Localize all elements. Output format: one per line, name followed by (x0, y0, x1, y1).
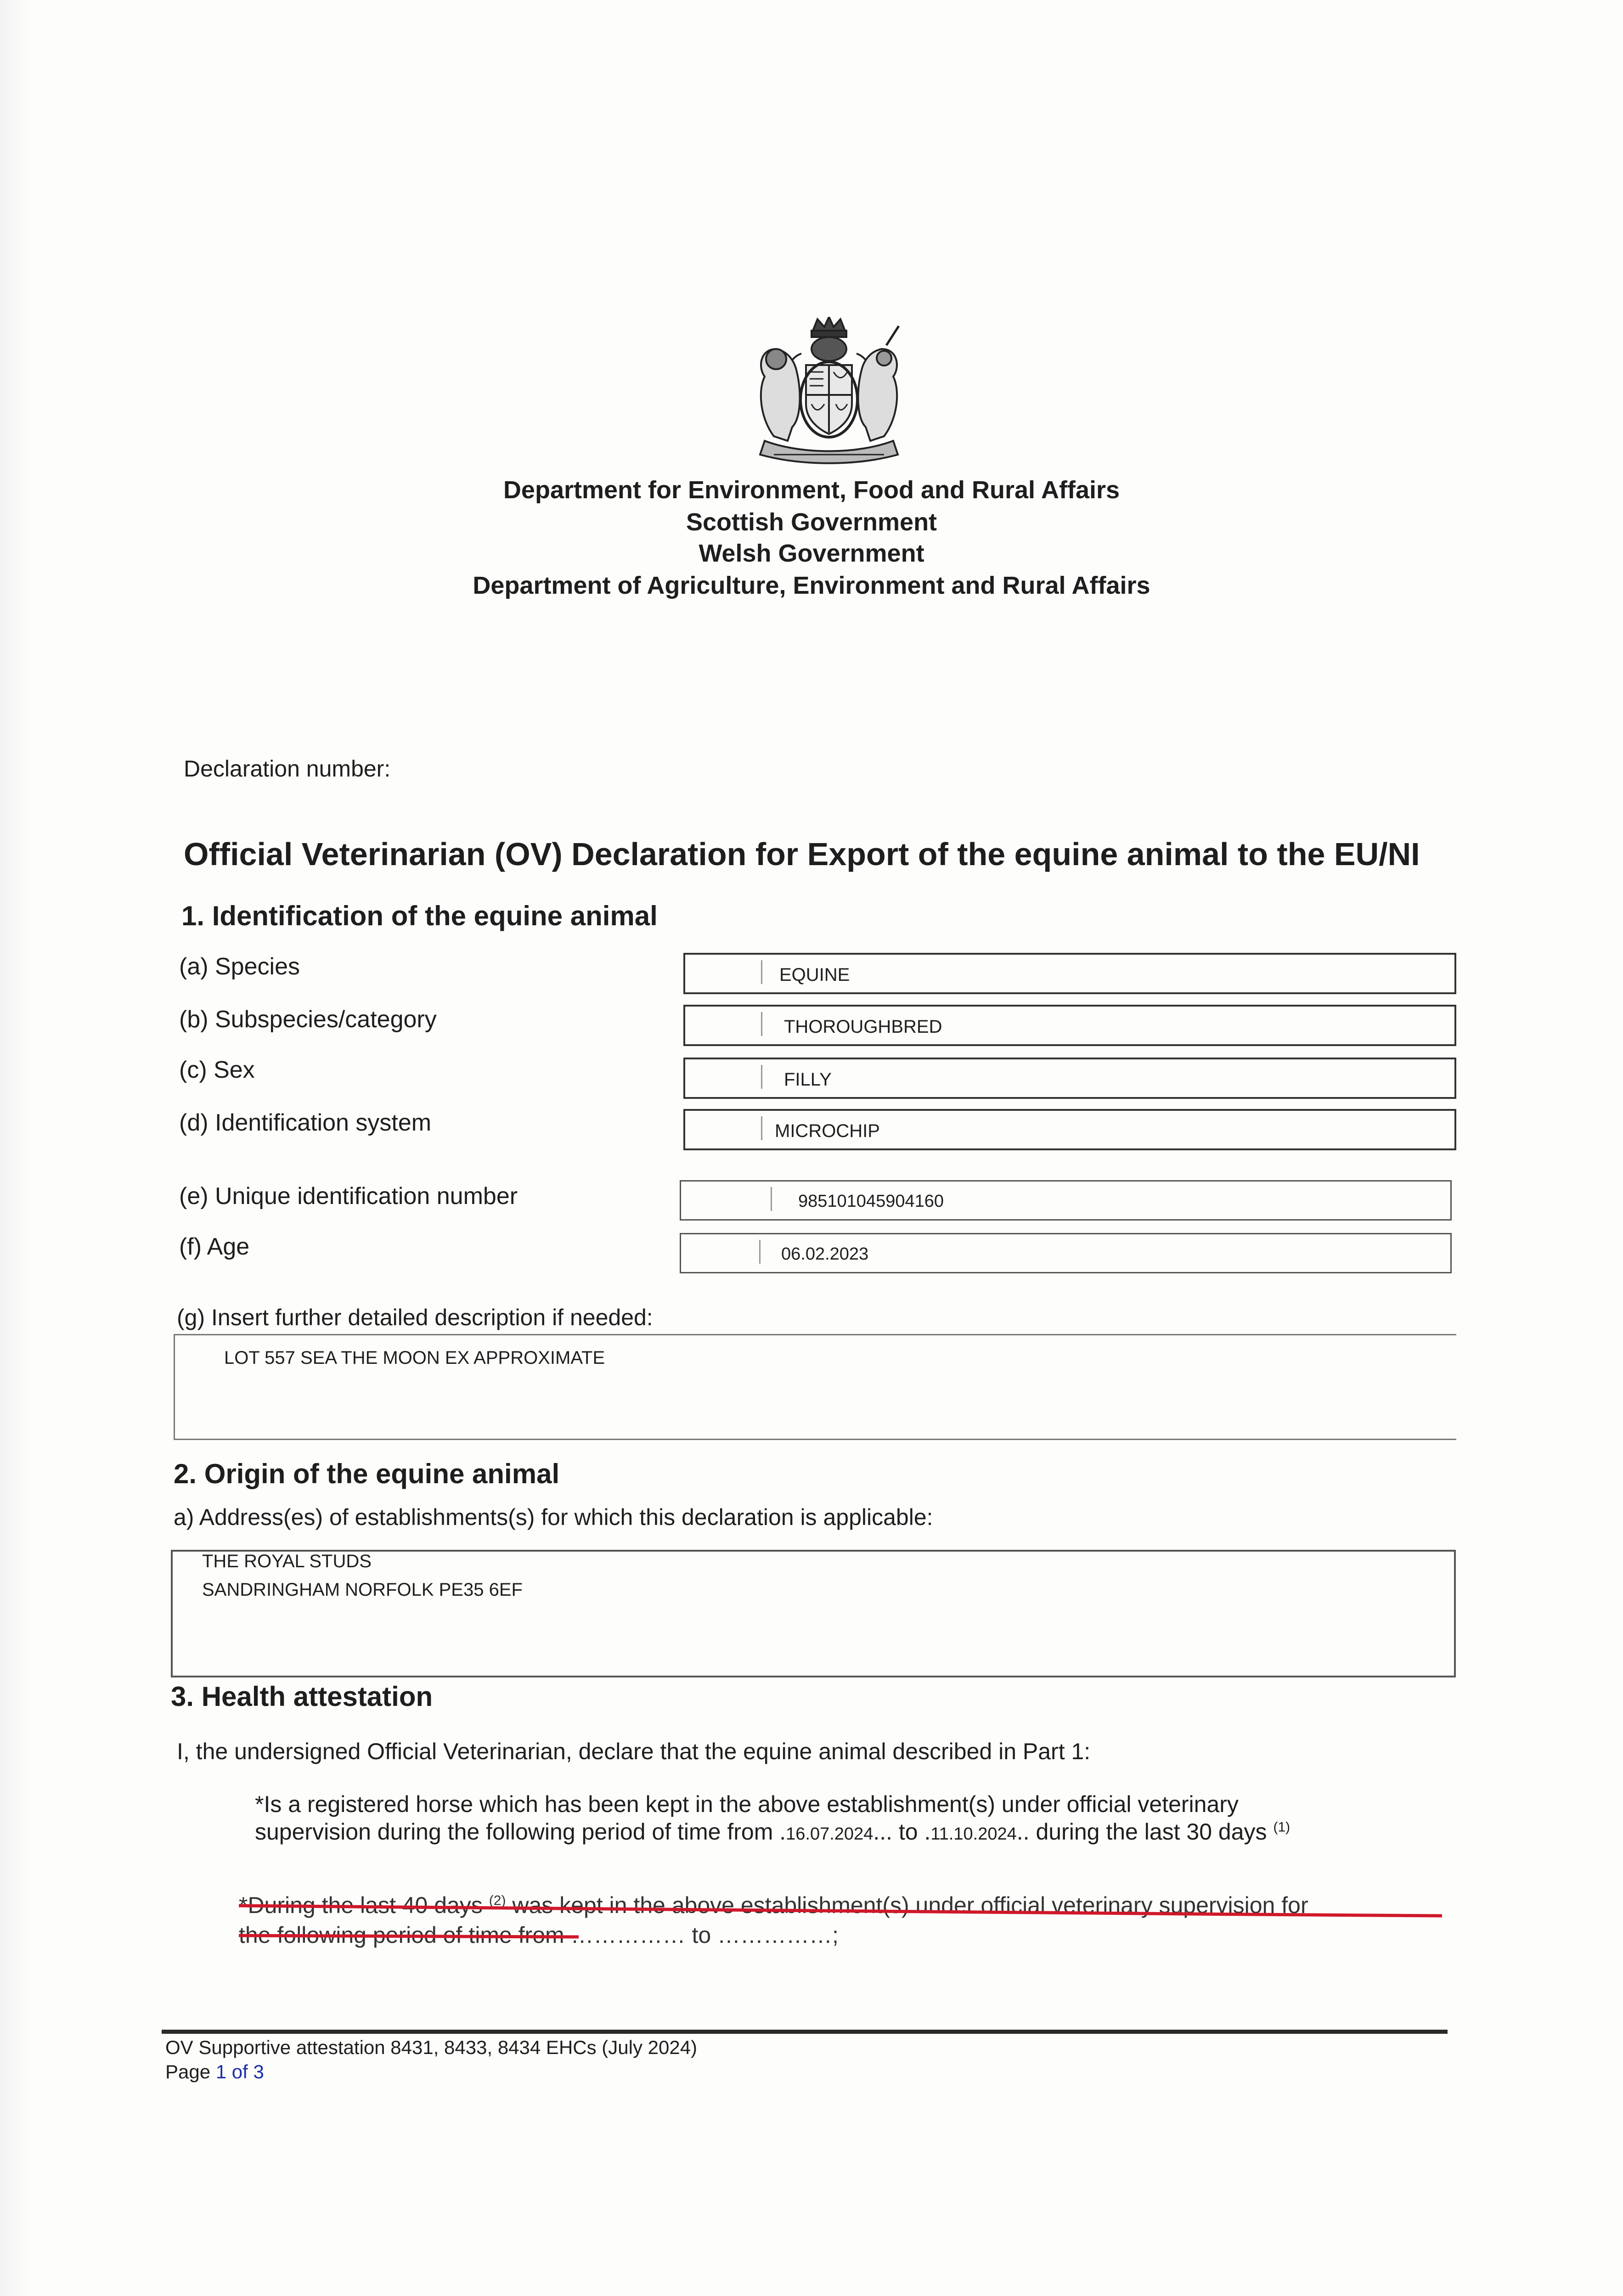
clause-1-text-a: supervision during the following period of time from . (255, 1819, 786, 1845)
struck-clause-line-2: the following period of time from …………… to ……………; (239, 1922, 839, 1948)
footnote-1-marker: (1) (1273, 1819, 1291, 1835)
subspecies-label: (b) Subspecies/category (179, 1006, 437, 1033)
age-value: 06.02.2023 (781, 1244, 869, 1264)
sex-value: FILLY (784, 1069, 832, 1090)
sex-label: (c) Sex (179, 1057, 255, 1083)
page-prefix: Page (165, 2061, 216, 2082)
field-divider (761, 960, 762, 984)
section-1-heading: 1. Identification of the equine animal (181, 900, 658, 931)
royal-coat-of-arms-emblem (733, 317, 925, 468)
department-defra: Department for Environment, Food and Rural Affairs (503, 476, 1120, 504)
address-label: a) Address(es) of establishments(s) for which this declaration is applicable: (174, 1504, 933, 1530)
date-from-value: 16.07.2024 (786, 1824, 873, 1844)
unique-id-label: (e) Unique identification number (179, 1183, 518, 1210)
health-intro-text: I, the undersigned Official Veterinarian, declare that the equine animal described in Part 1: (177, 1739, 1091, 1764)
address-line-1: THE ROYAL STUDS (202, 1551, 372, 1571)
page-number (165, 2061, 264, 2083)
department-welsh-government: Welsh Government (699, 540, 924, 567)
section-3-heading: 3. Health attestation (171, 1681, 433, 1712)
footer-attestation-reference: OV Supportive attestation 8431, 8433, 8434 EHCs (July 2024) (165, 2037, 698, 2058)
age-label: (f) Age (179, 1233, 250, 1260)
clause-1-line-1: *Is a registered horse which has been kept in the above establishment(s) under official veterinary (255, 1791, 1239, 1817)
struck-text-b: was kept in the above establishment(s) under official veterinary supervision for (506, 1892, 1308, 1918)
species-label: (a) Species (179, 953, 300, 980)
identification-system-label: (d) Identification system (179, 1109, 432, 1136)
clause-1-text-b: ... to . (873, 1819, 931, 1845)
sex-field[interactable] (683, 1058, 1456, 1099)
clause-1-line-2 (255, 1818, 1290, 1845)
age-field[interactable] (680, 1233, 1452, 1273)
footer-rule (162, 2030, 1448, 2034)
address-line-2: SANDRINGHAM NORFOLK PE35 6EF (202, 1580, 523, 1600)
struck-text-a: *During the last 40 days (239, 1892, 483, 1918)
document-title: Official Veterinarian (OV) Declaration for Export of the equine animal to the EU/NI (184, 836, 1420, 872)
subspecies-value: THOROUGHBRED (784, 1017, 942, 1037)
declaration-number-label: Declaration number: (184, 756, 391, 782)
species-field[interactable] (683, 953, 1456, 994)
unique-id-value: 985101045904160 (798, 1192, 944, 1211)
description-value: LOT 557 SEA THE MOON EX APPROXIMATE (224, 1348, 605, 1368)
species-value: EQUINE (779, 965, 850, 985)
scan-edge-shadow (0, 0, 32, 2296)
subspecies-field[interactable] (683, 1005, 1456, 1046)
department-scottish-government: Scottish Government (686, 508, 937, 536)
description-label: (g) Insert further detailed description if needed: (177, 1305, 653, 1330)
department-daera: Department of Agriculture, Environment and Rural Affairs (473, 572, 1150, 599)
field-divider (761, 1116, 762, 1140)
field-divider (761, 1012, 762, 1036)
field-divider (759, 1240, 761, 1264)
unique-id-field[interactable] (680, 1180, 1452, 1221)
field-divider (771, 1187, 772, 1211)
identification-system-value: MICROCHIP (775, 1121, 880, 1141)
date-to-value: 11.10.2024 (930, 1824, 1017, 1844)
section-2-heading: 2. Origin of the equine animal (174, 1458, 560, 1489)
clause-1-text-c: .. during the last 30 days (1016, 1819, 1267, 1845)
page-of: of (226, 2061, 254, 2082)
page-total: 3 (253, 2061, 264, 2082)
page-current: 1 (215, 2061, 227, 2082)
footnote-2-marker: (2) (489, 1893, 506, 1908)
red-strikethrough-lines (230, 1892, 1451, 1947)
field-divider (761, 1065, 762, 1089)
identification-system-field[interactable] (683, 1109, 1456, 1150)
